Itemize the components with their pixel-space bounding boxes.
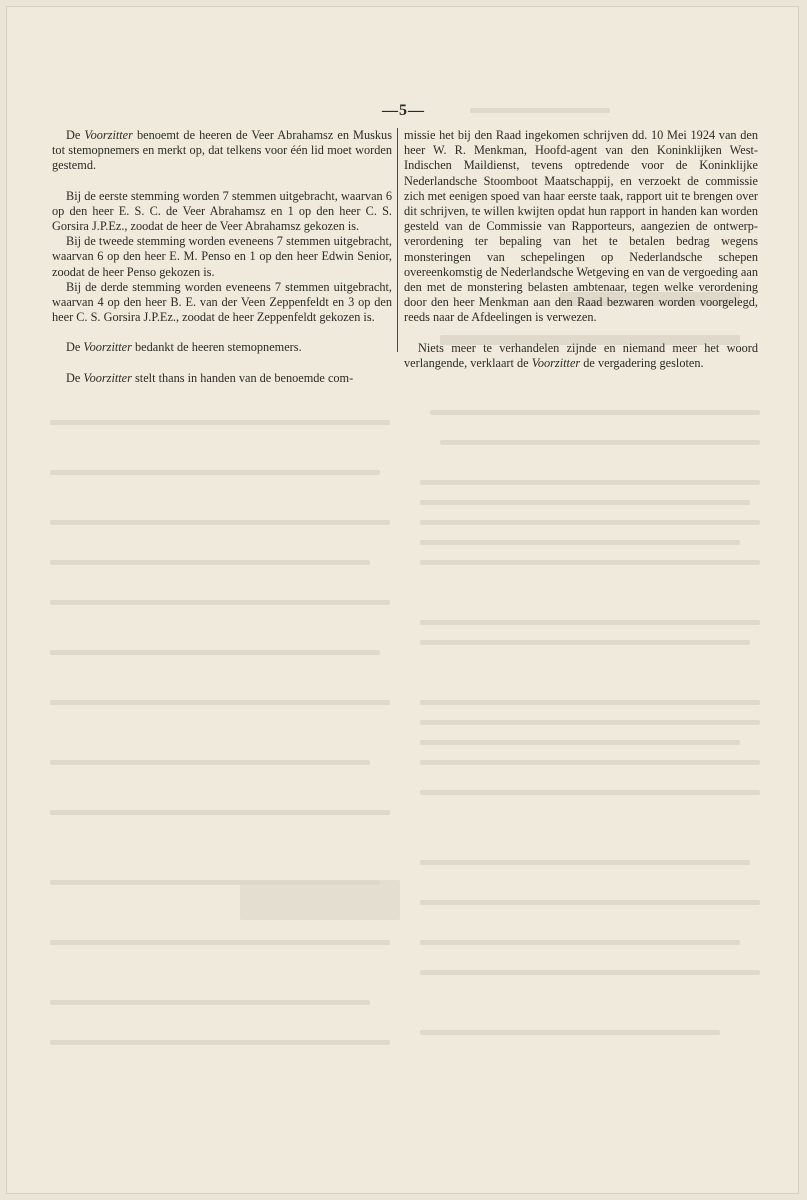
paragraph-chairman-thanks: De Voorzitter bedankt de heeren stemopnemers. — [66, 340, 302, 355]
right-column — [404, 128, 758, 371]
italic-voorzitter: Voorzitter — [83, 370, 132, 385]
paragraph-second-vote: Bij de tweede stemming worden eveneens 7 stemmen uitgebracht, waarvan 6 op den heer E. M. Penso en 1 op den heer Edwin Senior, zoodat de heer Penso gekozen is. — [52, 234, 392, 279]
italic-voorzitter: Voorzitter — [84, 128, 133, 142]
italic-voorzitter: Voorzitter — [531, 355, 581, 370]
paragraph-third-vote: Bij de derde stemming worden eveneens 7 stemmen uitgebracht, waarvan 4 op den heer B. E. van der Veen Zeppenfeldt en 3 op den heer C. S. Gorsira J.P.Ez., zoodat de heer Zeppenfeldt gekozen is. — [52, 279, 392, 325]
page-number: —5— — [382, 102, 425, 119]
italic-voorzitter: Voorzitter — [83, 340, 132, 355]
paragraph-meeting-closed: Niets meer te verhandelen zijnde en niemand meer het woord verlangende, verklaart de Voorzitter de vergadering gesloten. — [404, 340, 758, 370]
column-divider — [397, 128, 398, 352]
paragraph-chairman-hands-over: De Voorzitter stelt thans in handen van de benoemde com- — [66, 370, 354, 385]
left-column — [52, 128, 392, 386]
paragraph-commission-letter: missie het bij den Raad ingekomen schrijven dd. 10 Mei 1924 van den heer W. R. Menkman, Hoofd-agent van den Koninklijken West-Indischen Maildienst, tevens optredende voor de Koninklijke Nederlandsche Stoomboot Maatschappij, en verzoekt de commissie zich met eenigen spoed van haar eerste taak, rapport uit te brengen over dit schrijven, te willen kwijten opdat hun rapport in handen kan worden gesteld van de Commissie van Rapporteurs, aangezien de ontwerp-verordening ter bepaling van het te betalen bedrag wegens monsteringen van schepelingen op Nederlandsche schepen overeenkomstig de Nederlandsche Wetgeving en van de vergoeding aan den met de monstering belasten ambtenaar, tegen welke verordening door den heer Menkman aan den Raad bezwaren worden voorgelegd, reeds naar de Afdeelingen is verwezen. — [404, 128, 758, 325]
paragraph-chairman-appoints: De Voorzitter benoemt de heeren de Veer Abrahamsz en Muskus tot stemopnemers en merkt op, dat telkens voor één lid moet worden gestemd. — [52, 128, 392, 173]
paragraph-first-vote: Bij de eerste stemming worden 7 stemmen uitgebracht, waarvan 6 op den heer E. S. C. de Veer Abrahamsz en 1 op den heer C. S. Gorsira J.P.Ez., zoodat de heer de Veer Abrahamsz gekozen is. — [52, 188, 392, 234]
